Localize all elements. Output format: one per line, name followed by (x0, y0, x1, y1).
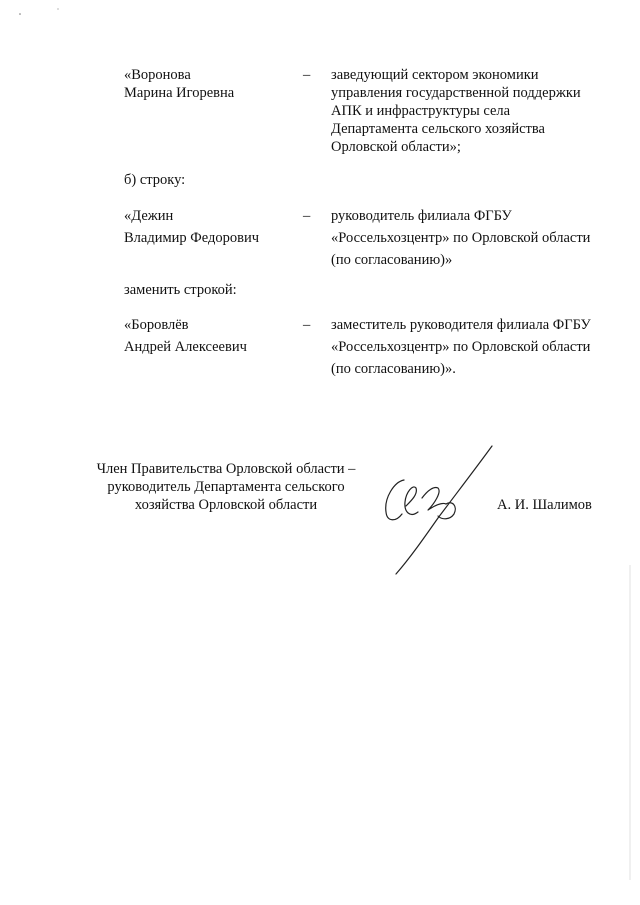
entry-dash: – (303, 67, 311, 83)
signatory-name: А. И. Шалимов (497, 497, 592, 513)
name-line: «Боровлёв (124, 317, 189, 333)
position-line: Член Правительства Орловской области – (96, 461, 356, 477)
paragraph-item-b: б) строку: (124, 172, 186, 188)
desc-line: Орловской области»; (331, 139, 461, 155)
entry-name (124, 314, 247, 358)
position-line: хозяйства Орловской области (134, 497, 318, 513)
entry-description (331, 66, 581, 156)
desc-line: заведующий сектором экономики (331, 67, 539, 83)
desc-line: «Россельхозцентр» по Орловской области (331, 230, 591, 246)
entry-name (124, 205, 259, 249)
desc-line: заместитель руководителя филиала ФГБУ (331, 317, 591, 333)
entry-dash: – (303, 208, 311, 224)
position-line: руководитель Департамента сельского (107, 479, 345, 495)
name-line: Андрей Алексеевич (124, 339, 247, 355)
entry-name (124, 66, 234, 102)
name-line: «Дежин (124, 208, 174, 224)
desc-line: руководитель филиала ФГБУ (331, 208, 512, 224)
entry-description (331, 314, 591, 380)
signatory-position (78, 460, 374, 514)
entry-description (331, 205, 590, 271)
name-line: Владимир Федорович (124, 230, 260, 246)
name-line: Марина Игоревна (124, 85, 235, 101)
handwritten-signature (372, 440, 502, 580)
desc-line: управления государственной поддержки (331, 85, 581, 101)
paragraph-replace: заменить строкой: (124, 282, 237, 298)
desc-line: Департамента сельского хозяйства (331, 121, 545, 137)
desc-line: АПК и инфраструктуры села (331, 103, 511, 119)
desc-line: «Россельхозцентр» по Орловской области (331, 339, 591, 355)
name-line: «Воронова (124, 67, 191, 83)
desc-line: (по согласованию)» (331, 252, 453, 268)
desc-line: (по согласованию)». (331, 361, 456, 377)
entry-dash: – (303, 317, 311, 333)
